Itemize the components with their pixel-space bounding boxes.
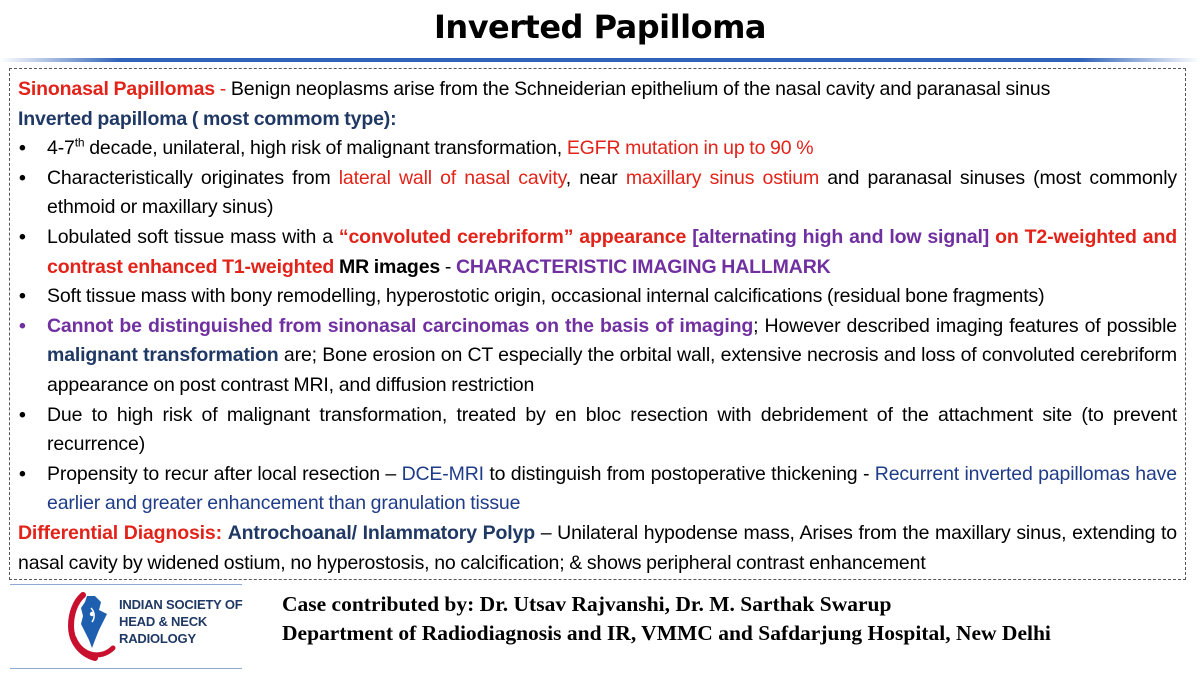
- b7-text-2: to distinguish from postoperative thickening -: [483, 462, 875, 485]
- logo-line-1: INDIAN SOCIETY OF: [119, 597, 243, 612]
- logo-rule-top: [10, 584, 242, 585]
- b6-text: Due to high risk of malignant transformation, treated by en bloc resection with debridement of the attachment site (to prevent recurrence): [47, 403, 1177, 456]
- differential-term: Antrochoanal/ Inlammatory Polyp: [227, 521, 535, 544]
- bullet-item-origin: [18, 164, 1177, 223]
- page-title: Inverted Papilloma: [434, 8, 766, 46]
- b7-text: Propensity to recur after local resection –: [47, 462, 402, 485]
- b2-text-3: and paranasal sinuses (most commonly ethmoid or maxillary sinus): [47, 166, 1177, 219]
- b2-text: Characteristically originates from: [47, 166, 339, 189]
- b3-highlight-3: on T2-weighted and contrast enhanced T1-weighted: [47, 225, 1177, 278]
- bullet-item-bony-remodelling: [18, 282, 1177, 312]
- b1-text-2: decade, unilateral, high risk of malignant transformation,: [84, 137, 567, 160]
- b2-highlight-2: maxillary sinus ostium: [625, 166, 820, 189]
- credit-contributors: Case contributed by: Dr. Utsav Rajvanshi, Dr. M. Sarthak Swarup: [282, 592, 892, 616]
- b7-highlight-1: DCE-MRI: [401, 462, 484, 485]
- bullet-item-imaging-hallmark: [18, 223, 1177, 282]
- title-underline: [0, 58, 1200, 62]
- society-logo: [10, 584, 242, 670]
- b3-text: Lobulated soft tissue mass with a: [47, 225, 339, 248]
- bullet-list: [18, 134, 1177, 519]
- b1-highlight: EGFR mutation in up to 90 %: [566, 137, 814, 160]
- b2-highlight-1: lateral wall of nasal cavity: [338, 166, 566, 189]
- bullet-item-epidemiology: [18, 134, 1177, 164]
- b1-text: 4-7: [47, 137, 75, 160]
- b5-text-2: are; Bone erosion on CT especially the orbital wall, extensive necrosis and loss of convoluted cerebriform appearance on post contrast MRI, and diffusion restriction: [47, 344, 1177, 396]
- intro-dash: -: [215, 78, 231, 100]
- b3-hallmark: CHARACTERISTIC IMAGING HALLMARK: [455, 255, 831, 278]
- india-head-logo-icon: [65, 590, 117, 664]
- bullet-item-treatment: [18, 401, 1177, 460]
- b3-highlight-1: “convoluted cerebriform” appearance: [338, 225, 687, 248]
- b3-dash: -: [440, 255, 456, 278]
- b7-highlight-2: Recurrent inverted papillomas have earlier and greater enhancement than granulation tissue: [47, 462, 1177, 515]
- b3-highlight-2: [alternating high and low signal]: [692, 225, 990, 248]
- credit-department: Department of Radiodiagnosis and IR, VMMC and Safdarjung Hospital, New Delhi: [282, 621, 1051, 645]
- differential-diagnosis: [18, 519, 1177, 578]
- b5-text: ; However described imaging features of possible: [753, 314, 1177, 337]
- content-box: [9, 68, 1186, 580]
- logo-line-2: HEAD & NECK: [119, 614, 208, 629]
- logo-rule-bottom: [10, 668, 242, 669]
- intro-line: [18, 75, 1177, 105]
- differential-text: – Unilateral hypodense mass, Arises from the maxillary sinus, extending to nasal cavity by widened ostium, no hyperostosis, no calcification; & shows peripheral contrast enhancement: [18, 521, 1178, 574]
- b1-superscript: th: [74, 135, 85, 150]
- case-credits: [282, 590, 1192, 648]
- intro-term: Sinonasal Papillomas: [18, 78, 215, 100]
- b5-highlight: Cannot be distinguished from sinonasal carcinomas on the basis of imaging: [47, 314, 754, 337]
- bullet-item-malignancy: [18, 312, 1177, 401]
- b3-bold: MR images: [338, 255, 441, 278]
- logo-text: [119, 596, 249, 647]
- subheading: Inverted papilloma ( most commom type):: [18, 107, 397, 130]
- b2-text-2: , near: [565, 166, 626, 189]
- intro-definition: Benign neoplasms arise from the Schneiderian epithelium of the nasal cavity and paranasal sinus: [230, 78, 1051, 100]
- bullet-item-recurrence: [18, 460, 1177, 519]
- b4-text: Soft tissue mass with bony remodelling, hyperostotic origin, occasional internal calcifications (residual bone fragments): [47, 285, 1045, 308]
- logo-line-3: RADIOLOGY: [119, 631, 196, 646]
- b5-bold: malignant transformation: [47, 344, 279, 367]
- differential-label: Differential Diagnosis:: [18, 521, 222, 544]
